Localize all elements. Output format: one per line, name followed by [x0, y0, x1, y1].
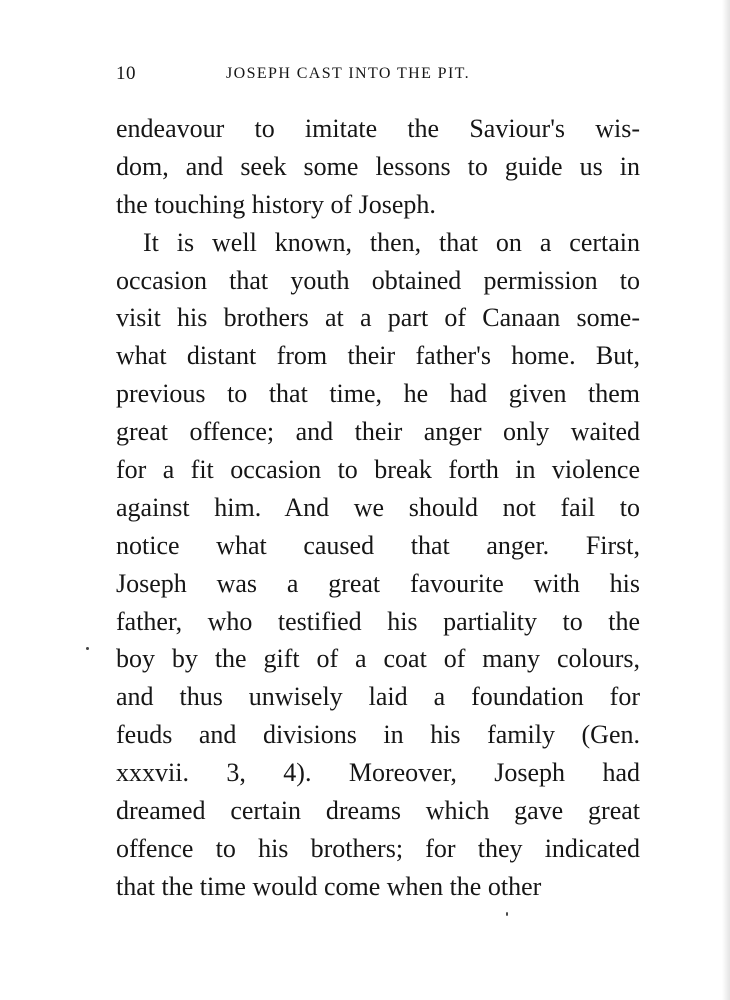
running-title: JOSEPH CAST INTO THE PIT.: [226, 65, 471, 82]
text-line: boy by the gift of a coat of many colours,: [116, 644, 640, 674]
text-line: notice what caused that anger. First,: [116, 530, 640, 560]
text-line: It is well known, then, that on a certain: [143, 227, 640, 257]
page-header: [116, 62, 640, 86]
body-text: [116, 110, 640, 906]
text-line: that the time would come when the other: [116, 871, 542, 901]
text-line: and thus unwisely laid a foundation for: [116, 682, 640, 712]
text-line: Joseph was a great favourite with his: [116, 568, 640, 598]
text-line: xxxvii. 3, 4). Moreover, Joseph had: [116, 758, 640, 788]
text-line: dom, and seek some lessons to guide us in: [116, 151, 640, 181]
margin-speck: [86, 647, 89, 650]
text-line: great offence; and their anger only waited: [116, 417, 640, 447]
text-line: visit his brothers at a part of Canaan some-: [116, 303, 640, 333]
text-line: offence to his brothers; for they indicated: [116, 833, 640, 863]
text-line: endeavour to imitate the Saviour's wis-: [116, 114, 640, 143]
page-speck: [506, 912, 508, 916]
page-edge-shadow: [722, 0, 730, 1000]
text-line: against him. And we should not fail to: [116, 492, 640, 522]
text-line: dreamed certain dreams which gave great: [116, 796, 640, 826]
text-line: for a fit occasion to break forth in violence: [116, 455, 640, 485]
page-number: 10: [116, 63, 136, 84]
text-line: occasion that youth obtained permission to: [116, 265, 640, 295]
text-line: previous to that time, he had given them: [116, 379, 640, 409]
text-line: what distant from their father's home. But,: [116, 341, 640, 371]
text-line: feuds and divisions in his family (Gen.: [116, 720, 640, 750]
text-line: the touching history of Joseph.: [116, 189, 436, 219]
text-line: father, who testified his partiality to the: [116, 606, 640, 636]
